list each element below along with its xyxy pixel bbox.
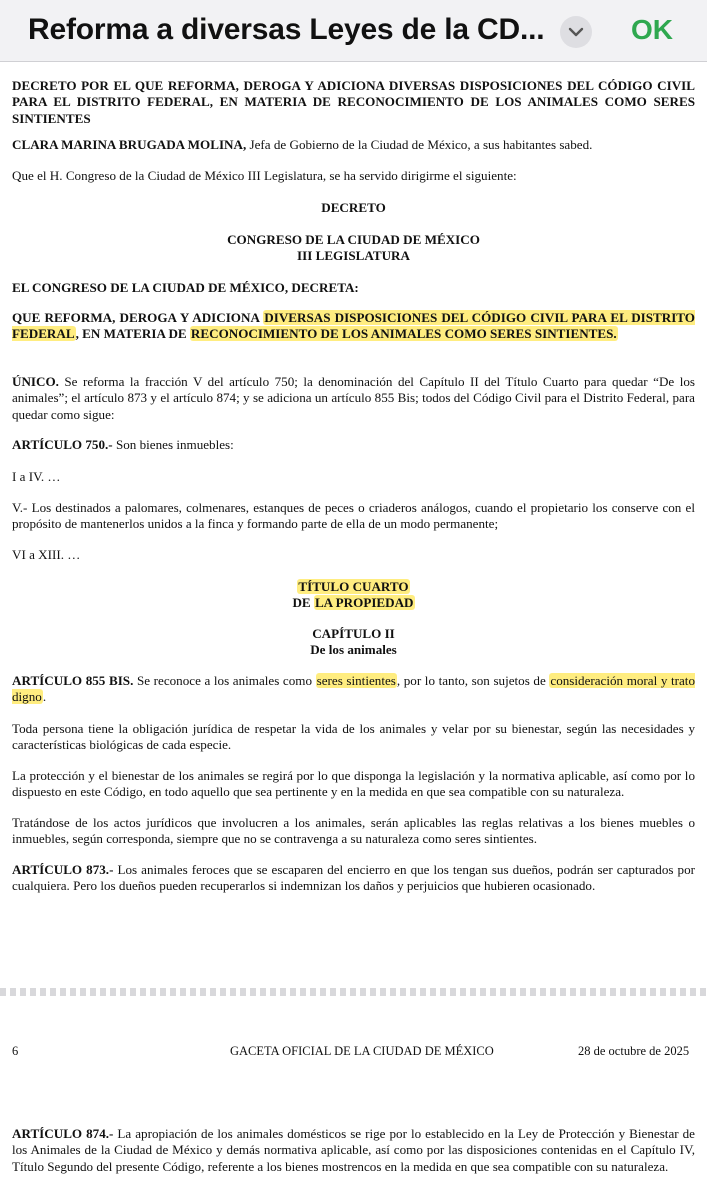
toolbar [0,0,707,62]
chevron-down-icon [568,26,584,38]
de-los-animales-heading: De los animales [310,642,397,657]
document-page [0,62,707,984]
unico-paragraph [12,374,695,423]
article-855-text: , por lo tanto, son sujetos de [396,673,550,688]
article-750-label: ARTÍCULO 750.- [12,437,113,452]
decree-title: DECRETO POR EL QUE REFORMA, DEROGA Y ADICIONA DIVERSAS DISPOSICIONES DEL CÓDIGO CIVIL PARA EL DISTRITO FEDERAL, EN MATERIA DE RECONOCIMIENTO DE LOS ANIMALES COMO SERES SINTIENTES [12,78,695,126]
titulo-cuarto-heading [12,579,695,595]
article-874-label: ARTÍCULO 874.- [12,1126,114,1141]
congress-decreta: EL CONGRESO DE LA CIUDAD DE MÉXICO, DECRETA: [12,280,359,295]
highlight: DIVERSAS DISPOSICIONES DEL CÓDIGO CIVIL PARA EL DISTRITO FEDERAL [12,310,695,342]
unico-label: ÚNICO. [12,374,59,389]
gazette-name: GACETA OFICIAL DE LA CIUDAD DE MÉXICO [230,1044,494,1058]
paragraph-actos: Tratándose de los actos jurídicos que involucren a los animales, serán aplicables las reglas relativas a los bienes muebles o inmuebles, según corresponda, siempre que no se contravenga a su naturaleza como seres sintientes. [12,815,695,847]
que-reforma-text: QUE REFORMA, DEROGA Y ADICIONA [12,310,264,325]
highlight: consideración moral y trato digno [12,673,695,705]
heading-prefix: DE [292,595,314,610]
title-menu-button[interactable] [560,16,592,48]
paragraph-obligacion: Toda persona tiene la obligación jurídica de respetar la vida de los animales y velar por su bienestar, según las necesidades y características biológicas de cada especie. [12,721,695,753]
que-reforma-paragraph [12,310,695,343]
page-number: 6 [12,1044,19,1058]
highlight: RECONOCIMIENTO DE LOS ANIMALES COMO SERES SINTIENTES. [190,326,617,342]
article-855-text: . [42,689,47,705]
gazette-date: 28 de octubre de 2025 [578,1044,690,1058]
author-paragraph [12,137,695,153]
ok-button[interactable]: OK [631,14,673,45]
paragraph-proteccion: La protección y el bienestar de los animales se regirá por lo que disponga la legislación y la normativa aplicable, así como por lo dispuesto en este Código, en todo aquello que sea pertinente y en la medida en que sea compatible con su naturaleza. [12,768,695,800]
fraction-v: V.- Los destinados a palomares, colmenares, estanques de peces o criaderos análogos, cuando el propietario los conserve con el propósito de mantenerlos unidos a la finca y formando parte de ella de un modo permanente; [12,500,695,532]
congress-heading: CONGRESO DE LA CIUDAD DE MÉXICO [227,232,480,247]
article-855-label: ARTÍCULO 855 BIS. [12,673,134,688]
article-874 [12,1126,695,1175]
highlight: seres sintientes [316,673,396,688]
decreto-heading: DECRETO [321,200,386,215]
fraction-i-iv: I a IV. … [12,469,61,484]
article-855-bis [12,673,695,706]
highlight: LA PROPIEDAD [314,595,414,610]
page-divider [0,988,707,996]
propiedad-heading [12,595,695,611]
article-855-text: Se reconoce a los animales como [133,673,316,688]
que-reforma-text: , EN MATERIA DE [75,326,190,342]
page-gap [0,996,707,1024]
article-873 [12,862,695,895]
article-874-text: La apropiación de los animales domésticos se rige por lo establecido en la Ley de Protección y Bienestar de los Animales de la Ciudad de México y demás normativa aplicable, así como por las disposiciones contenidas en el Capítulo IV, Título Segundo del presente Código, referente a los bienes mostrencos en la medida en que sea compatible con su naturaleza. [12,1126,695,1174]
legislature-heading: III LEGISLATURA [297,248,410,263]
article-873-label: ARTÍCULO 873.- [12,862,114,877]
article-873-text: Los animales feroces que se escaparen del encierro en que los tengan sus dueños, podrán ser capturados por cualquiera. Pero los dueños pueden recuperarlos si indemnizan los daños y perjuicios que hubieren ocasionado. [12,862,695,894]
article-750-text: Son bienes inmuebles: [112,437,234,452]
author-name: CLARA MARINA BRUGADA MOLINA, [12,137,247,152]
highlight: TÍTULO CUARTO [298,579,409,594]
author-text: Jefa de Gobierno de la Ciudad de México, a sus habitantes sabed. [246,137,593,152]
fraction-vi-xiii: VI a XIII. … [12,547,81,562]
document-title: Reforma a diversas Leyes de la CD... [28,13,545,46]
intro-paragraph: Que el H. Congreso de la Ciudad de México III Legislatura, se ha servido dirigirme el siguiente: [12,168,517,183]
article-750 [12,437,695,453]
unico-text: Se reforma la fracción V del artículo 750; la denominación del Capítulo II del Título Cuarto para quedar “De los animales”; el artículo 873 y el artículo 874; y se adiciona un artículo 855 Bis; todos del Código Civil para el Distrito Federal, para quedar como sigue: [12,374,695,422]
capitulo-ii-heading: CAPÍTULO II [312,626,395,641]
